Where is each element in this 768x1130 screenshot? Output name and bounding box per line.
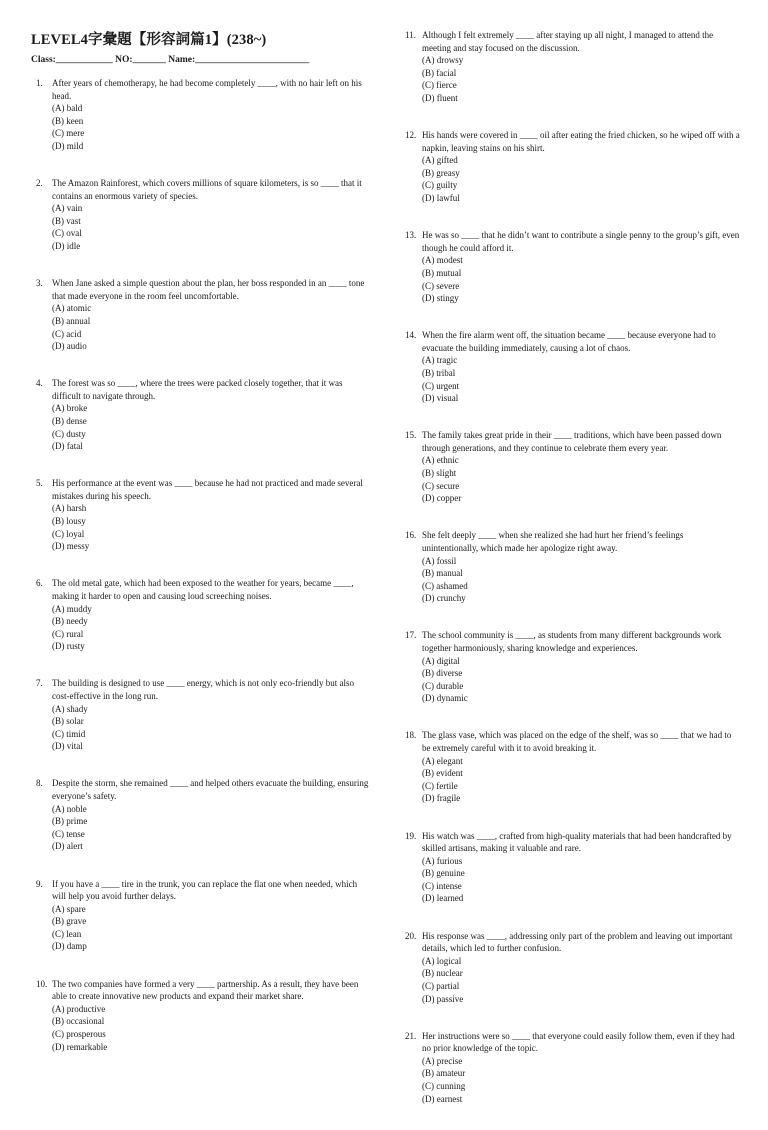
answer-option: (B) solar: [52, 716, 84, 727]
question-number: 18.: [405, 730, 417, 741]
question-item: [400, 129, 740, 205]
question-number: 6.: [36, 578, 43, 589]
answer-option: (A) broke: [52, 403, 88, 414]
answer-option: (A) bald: [52, 103, 83, 114]
question-item: [400, 930, 740, 1006]
answer-option: (C) urgent: [422, 380, 460, 391]
answer-option: (A) drowsy: [422, 55, 464, 66]
answer-options: [52, 803, 370, 853]
answer-option: (B) nuclear: [422, 968, 463, 979]
answer-option: (D) stingy: [422, 293, 459, 304]
question-number: 7.: [36, 678, 43, 689]
answer-options: [422, 254, 740, 304]
question-number: 16.: [405, 530, 417, 541]
question-item: [30, 777, 370, 853]
question-number: 8.: [36, 778, 43, 789]
question-text: He was so ____ that he didn’t want to contribute a single penny to the group’s gift, even though he could afford it.: [422, 230, 740, 253]
question-number: 10.: [36, 978, 48, 989]
answer-option: (D) learned: [422, 893, 464, 904]
answer-option: (B) greasy: [422, 167, 460, 178]
answer-option: (B) prime: [52, 816, 88, 827]
question-text: When Jane asked a simple question about the plan, her boss responded in an ____ tone that made everyone in the room feel uncomfortable.: [52, 278, 365, 301]
question-text: His watch was ____, crafted from high-quality materials that had been handcrafted by skilled artisans, making it valuable and rare.: [422, 830, 732, 854]
answer-option: (A) modest: [422, 255, 463, 266]
question-text: If you have a ____ tire in the trunk, you can replace the flat one when needed, which will help you avoid further delays.: [52, 878, 358, 902]
answer-option: (C) oval: [52, 228, 82, 239]
answer-option: (A) fossil: [422, 555, 457, 566]
question-item: [30, 477, 370, 553]
question-number: 5.: [36, 478, 43, 489]
question-text: She felt deeply ____ when she realized she had hurt her friend’s feelings unintentionally, which made her apologize right away.: [422, 530, 684, 553]
answer-option: (C) rural: [52, 628, 84, 639]
answer-option: (A) muddy: [52, 603, 92, 614]
question-item: [400, 830, 740, 906]
answer-option: (D) audio: [52, 341, 87, 352]
question-item: [400, 729, 740, 805]
question-item: [400, 329, 740, 405]
answer-options: [52, 202, 370, 252]
question-item: [30, 677, 370, 753]
question-item: [30, 577, 370, 653]
answer-options: [52, 703, 370, 753]
answer-option: (A) harsh: [52, 503, 87, 514]
question-text: Her instructions were so ____ that everyone could easily follow them, even if they had no prior knowledge of the topic.: [422, 1030, 735, 1054]
question-number: 14.: [405, 330, 417, 341]
question-text: The glass vase, which was placed on the edge of the shelf, was so ____ that we had to be extremely careful with it to avoid breaking it.: [422, 730, 732, 754]
question-item: [400, 29, 740, 105]
answer-options: [52, 1003, 370, 1053]
answer-option: (B) genuine: [422, 868, 465, 879]
answer-option: (B) vast: [52, 215, 81, 226]
answer-option: (A) furious: [422, 855, 463, 866]
answer-option: (B) diverse: [422, 668, 463, 679]
question-item: [30, 177, 370, 253]
answer-options: [422, 454, 740, 504]
question-item: [400, 629, 740, 705]
answer-option: (A) noble: [52, 803, 87, 814]
question-item: [30, 377, 370, 453]
answer-option: (A) gifted: [422, 155, 458, 166]
question-item: [400, 429, 740, 505]
question-text: After years of chemotherapy, he had become completely ____, with no hair left on his head.: [52, 78, 362, 101]
answer-option: (B) tribal: [422, 367, 456, 378]
answer-option: (B) amateur: [422, 1068, 466, 1079]
question-number: 1.: [36, 78, 43, 88]
answer-option: (C) acid: [52, 328, 82, 339]
question-number: 4.: [36, 378, 43, 389]
answer-option: (D) earnest: [422, 1093, 463, 1104]
answer-options: [52, 502, 370, 552]
question-text: When the fire alarm went off, the situation became ____ because everyone had to evacuate the building immediately, causing a lot of chaos.: [422, 330, 716, 353]
answer-options: [422, 555, 740, 605]
answer-option: (D) vital: [52, 741, 83, 752]
answer-option: (B) annual: [52, 315, 91, 326]
answer-option: (D) fatal: [52, 441, 83, 452]
answer-options: [52, 102, 370, 152]
answer-option: (D) damp: [52, 941, 87, 952]
answer-option: (D) idle: [52, 241, 81, 252]
answer-option: (C) fierce: [422, 80, 457, 91]
answer-option: (B) manual: [422, 568, 463, 579]
answer-option: (C) ashamed: [422, 580, 468, 591]
left-column: [30, 77, 370, 1078]
answer-option: (D) fluent: [422, 92, 458, 103]
answer-option: (A) elegant: [422, 755, 463, 766]
answer-option: (C) severe: [422, 280, 460, 291]
answer-options: [422, 354, 740, 404]
answer-options: [422, 955, 740, 1005]
answer-option: (D) dynamic: [422, 693, 468, 704]
question-text: Although I felt extremely ____ after staying up all night, I managed to attend the meeting and stay focused on the discussion.: [422, 30, 714, 53]
answer-option: (A) shady: [52, 703, 88, 714]
question-text: The old metal gate, which had been exposed to the weather for years, became ____, making it harder to open and causing loud screeching noises.: [52, 578, 354, 601]
answer-option: (B) lousy: [52, 516, 86, 527]
answer-option: (B) evident: [422, 768, 463, 779]
question-text: The family takes great pride in their ____ traditions, which have been passed down through generations, and they continue to celebrate them every year.: [422, 430, 722, 453]
answer-option: (C) prosperous: [52, 1028, 106, 1039]
question-text: His response was ____, addressing only part of the problem and leaving out important details, which led to further confusion.: [422, 930, 733, 954]
answer-option: (C) timid: [52, 728, 86, 739]
answer-option: (D) remarkable: [52, 1041, 108, 1052]
answer-option: (D) fragile: [422, 793, 461, 804]
answer-option: (C) dusty: [52, 428, 86, 439]
answer-option: (D) mild: [52, 140, 84, 151]
answer-options: [52, 402, 370, 452]
answer-options: [422, 154, 740, 204]
answer-option: (C) lean: [52, 928, 82, 939]
question-item: [30, 77, 370, 153]
answer-option: (A) ethnic: [422, 455, 459, 466]
answer-options: [52, 903, 370, 953]
question-number: 11.: [405, 30, 416, 40]
answer-option: (C) secure: [422, 480, 460, 491]
page-title: LEVEL4字彙題【形容詞篇1】(238~): [31, 32, 267, 48]
answer-option: (A) precise: [422, 1055, 463, 1066]
answer-option: (C) partial: [422, 980, 460, 991]
answer-option: (B) slight: [422, 468, 457, 479]
answer-option: (A) spare: [52, 903, 86, 914]
answer-option: (B) occasional: [52, 1016, 105, 1027]
answer-option: (D) alert: [52, 841, 83, 852]
question-number: 20.: [405, 930, 417, 941]
question-text: Despite the storm, she remained ____ and helped others evacuate the building, ensuring everyone’s safety.: [52, 778, 369, 802]
answer-option: (C) intense: [422, 880, 462, 891]
answer-option: (C) loyal: [52, 528, 85, 539]
question-text: The school community is ____, as students from many different backgrounds work together harmoniously, sharing knowledge and experiences.: [422, 630, 722, 653]
answer-option: (A) atomic: [52, 303, 92, 314]
answer-options: [422, 1055, 740, 1105]
answer-option: (C) fertile: [422, 780, 458, 791]
answer-option: (B) keen: [52, 115, 84, 126]
question-text: The two companies have formed a very ____ partnership. As a result, they have been able to create innovative new products and expand their market share.: [52, 978, 359, 1002]
question-item: [30, 878, 370, 954]
question-number: 15.: [405, 430, 417, 441]
answer-option: (B) mutual: [422, 267, 462, 278]
question-number: 2.: [36, 178, 43, 189]
answer-option: (A) digital: [422, 655, 460, 666]
question-text: The forest was so ____, where the trees were packed closely together, that it was difficult to navigate through.: [52, 378, 343, 401]
answer-option: (C) cunning: [422, 1081, 466, 1091]
question-item: [400, 229, 740, 305]
answer-option: (D) passive: [422, 993, 464, 1004]
question-number: 21.: [405, 1030, 417, 1041]
question-number: 9.: [36, 878, 43, 889]
answer-option: (C) guilty: [422, 180, 458, 191]
answer-option: (B) needy: [52, 616, 88, 627]
question-number: 12.: [405, 130, 417, 141]
answer-option: (C) mere: [52, 128, 85, 139]
answer-option: (D) messy: [52, 541, 90, 552]
question-text: His hands were covered in ____ oil after eating the fried chicken, so he wiped off with a napkin, leaving stains on his shirt.: [422, 130, 740, 153]
answer-option: (D) visual: [422, 393, 459, 404]
answer-option: (B) dense: [52, 415, 87, 426]
answer-option: (B) grave: [52, 916, 87, 927]
question-text: The Amazon Rainforest, which covers millions of square kilometers, is so ____ that it contains an enormous variety of species.: [52, 178, 362, 201]
student-info-line: Class:____________ NO:_______ Name:________________________: [31, 55, 310, 65]
answer-options: [52, 603, 370, 653]
right-column: [400, 29, 740, 1130]
answer-option: (A) vain: [52, 203, 83, 214]
question-item: [30, 978, 370, 1054]
answer-option: (A) tragic: [422, 355, 458, 366]
answer-option: (D) rusty: [52, 641, 85, 652]
question-number: 17.: [405, 630, 417, 641]
answer-option: (D) crunchy: [422, 593, 466, 604]
question-number: 13.: [405, 230, 417, 241]
answer-option: (D) lawful: [422, 193, 460, 204]
question-text: The building is designed to use ____ energy, which is not only eco-friendly but also cost-effective in the long run.: [52, 678, 354, 701]
answer-options: [422, 655, 740, 705]
answer-option: (C) durable: [422, 680, 464, 691]
question-item: [400, 1030, 740, 1106]
answer-option: (A) productive: [52, 1003, 106, 1014]
answer-option: (A) logical: [422, 955, 462, 966]
answer-options: [422, 755, 740, 805]
answer-options: [52, 302, 370, 352]
question-item: [30, 277, 370, 353]
answer-options: [422, 54, 740, 104]
answer-option: (D) copper: [422, 493, 462, 504]
question-item: [400, 529, 740, 605]
answer-option: (C) tense: [52, 828, 85, 839]
question-number: 19.: [405, 830, 417, 841]
question-number: 3.: [36, 278, 43, 289]
answer-option: (B) facial: [422, 67, 457, 78]
answer-options: [422, 855, 740, 905]
question-text: His performance at the event was ____ because he had not practiced and made several mistakes during his speech.: [52, 478, 363, 501]
